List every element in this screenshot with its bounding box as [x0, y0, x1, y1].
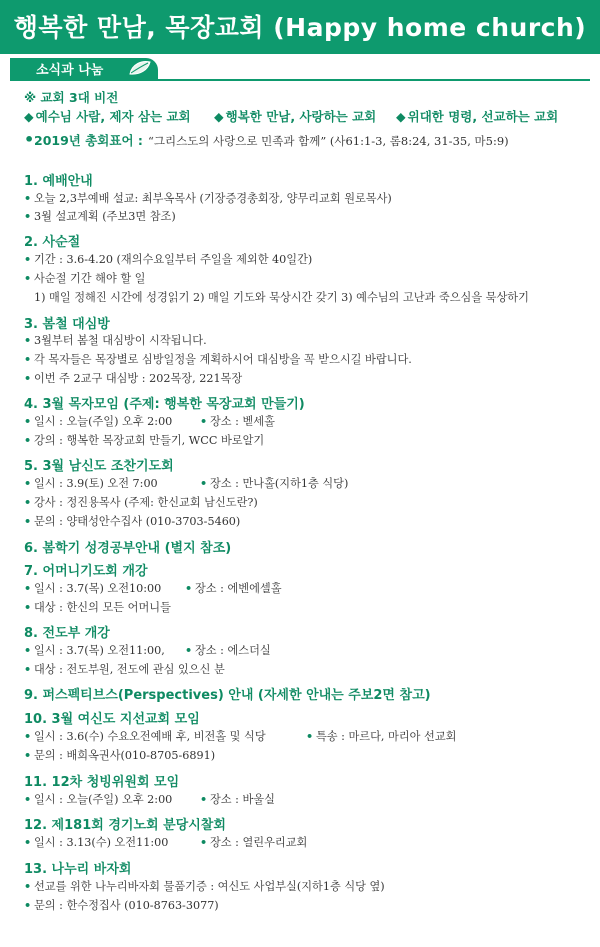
announcement-line: [24, 642, 165, 658]
announcement-title: 10. 3월 여신도 지선교회 모임: [24, 712, 200, 727]
line-text: 3월 설교계획 (주보3면 참조): [34, 210, 176, 223]
line-text: 기간 : 3.6-4.20 (재의수요일부터 주일을 제외한 40일간): [34, 253, 313, 266]
bullet-icon: •: [24, 495, 32, 509]
bullet-icon: •: [24, 209, 32, 223]
side-text: 장소 : 에벤에셀홀: [195, 582, 282, 595]
bullet-icon: •: [200, 476, 208, 490]
vision-item: [24, 107, 191, 125]
bullet-icon: •: [24, 662, 32, 676]
bullet-icon: •: [24, 643, 32, 657]
bullet-icon: •: [24, 600, 32, 614]
bullet-icon: •: [200, 792, 208, 806]
line-text: 일시 : 3.9(토) 오전 7:00: [34, 477, 158, 490]
bullet-icon: •: [200, 835, 208, 849]
bullet-icon: •: [24, 792, 32, 806]
announcement-line: [24, 413, 172, 429]
line-text: 대상 : 한신의 모든 어머니들: [34, 601, 171, 614]
announcement-side: [200, 413, 275, 429]
announcement-title: 7. 어머니기도회 개강: [24, 564, 148, 579]
motto-label: 2019년 총회표어 :: [34, 133, 143, 148]
announcement-title: 6. 봄학기 성경공부안내 (별지 참조): [24, 541, 232, 556]
announcement-line: [24, 580, 161, 596]
announcement-line: [24, 270, 146, 286]
announcement-side: [185, 580, 282, 596]
bullet-icon: •: [24, 835, 32, 849]
bullet-icon: •: [24, 130, 35, 149]
announcement-line: [24, 432, 264, 448]
bullet-icon: •: [24, 748, 32, 762]
header-banner: [0, 0, 600, 54]
line-text: 선교를 위한 나누리바자회 물품기증 : 여신도 사업부실(지하1층 식당 옆): [34, 880, 385, 893]
side-text: 특송 : 마르다, 마리아 선교회: [316, 730, 457, 743]
announcement-line: [24, 747, 215, 763]
announcement-line: [24, 332, 207, 348]
announcement-title: 9. 퍼스펙티브스(Perspectives) 안내 (자세한 안내는 주보2면 참고): [24, 688, 431, 703]
vision-item-label: 예수님 사람, 제자 삼는 교회: [35, 109, 191, 124]
line-text: 오늘 2,3부예배 설교: 최부옥목사 (기장증경총회장, 양무리교회 원로목사): [34, 192, 392, 205]
announcement-line: [24, 513, 240, 529]
line-text: 강사 : 정진용목사 (주제: 한신교회 남신도란?): [34, 496, 258, 509]
announcement-line: [24, 208, 176, 224]
line-text: 일시 : 오늘(주일) 오후 2:00: [34, 415, 173, 428]
bullet-icon: •: [24, 371, 32, 385]
announcement-title: 4. 3월 목자모임 (주제: 행복한 목장교회 만들기): [24, 397, 305, 412]
motto-line: [24, 130, 509, 149]
announcement-title: 11. 12차 청빙위원회 모임: [24, 775, 180, 790]
announcement-line: [24, 190, 392, 206]
bullet-icon: •: [24, 191, 32, 205]
announcement-side: [200, 475, 348, 491]
side-text: 장소 : 벧세홀: [210, 415, 275, 428]
announcement-line: [24, 251, 312, 267]
announcement-line: [24, 370, 242, 386]
section-bar: [10, 58, 590, 81]
line-text: 사순절 기간 해야 할 일: [34, 272, 146, 285]
line-text: 일시 : 3.7(목) 오전11:00,: [34, 644, 165, 657]
leaf-icon: [128, 60, 152, 76]
bullet-icon: •: [200, 414, 208, 428]
line-text: 강의 : 행복한 목장교회 만들기, WCC 바로알기: [34, 434, 265, 447]
vision-item-label: 위대한 명령, 선교하는 교회: [407, 109, 559, 124]
announcement-side: [185, 642, 271, 658]
announcement-line: [24, 351, 412, 367]
bullet-icon: •: [306, 729, 314, 743]
announcement-side: [200, 834, 307, 850]
announcement-title: 12. 제181회 경기노회 분당시찰회: [24, 818, 226, 833]
side-text: 장소 : 만나홀(지하1층 식당): [210, 477, 349, 490]
bullet-icon: •: [24, 729, 32, 743]
announcement-line: [24, 791, 172, 807]
bullet-icon: •: [24, 581, 32, 595]
bullet-icon: •: [24, 352, 32, 366]
bullet-icon: •: [24, 476, 32, 490]
diamond-icon: ◆: [214, 109, 224, 124]
bullet-icon: •: [24, 414, 32, 428]
bullet-icon: •: [24, 433, 32, 447]
announcement-title: 3. 봄철 대심방: [24, 317, 110, 332]
side-text: 장소 : 열린우리교회: [210, 836, 308, 849]
announcement-title: 8. 전도부 개강: [24, 626, 110, 641]
announcement-line: [24, 897, 219, 913]
line-text: 이번 주 2교구 대심방 : 202목장, 221목장: [34, 372, 243, 385]
section-title: 소식과 나눔: [36, 63, 104, 78]
announcement-title: 13. 나누리 바자회: [24, 862, 132, 877]
motto-text: “그리스도의 사랑으로 민족과 함께” (사61:1-3, 롬8:24, 31-35, 마5:9): [147, 134, 509, 148]
announcement-line: [24, 878, 385, 894]
announcement-title: 2. 사순절: [24, 235, 81, 250]
vision-item-label: 행복한 만남, 사랑하는 교회: [225, 109, 377, 124]
line-text: 일시 : 오늘(주일) 오후 2:00: [34, 793, 173, 806]
vision-item: [396, 107, 558, 125]
side-text: 장소 : 바울실: [210, 793, 275, 806]
line-text: 일시 : 3.6(수) 수요오전예배 후, 비전홀 및 식당: [34, 730, 266, 743]
bullet-icon: •: [24, 333, 32, 347]
announcement-line: [24, 728, 266, 744]
line-text: 문의 : 배희옥권사(010-8705-6891): [34, 749, 216, 762]
announcement-side: [200, 791, 275, 807]
announcement-title: 5. 3월 남신도 조찬기도회: [24, 459, 174, 474]
diamond-icon: ◆: [24, 109, 34, 124]
bullet-icon: •: [185, 581, 193, 595]
section-tag: [10, 58, 158, 79]
line-text: 대상 : 전도부원, 전도에 관심 있으신 분: [34, 663, 225, 676]
line-text: 일시 : 3.13(수) 오전11:00: [34, 836, 169, 849]
announcement-line: [24, 834, 168, 850]
line-text: 일시 : 3.7(목) 오전10:00: [34, 582, 162, 595]
bullet-icon: •: [24, 879, 32, 893]
vision-item: [214, 107, 376, 125]
announcement-line: [24, 599, 171, 615]
bullet-icon: •: [24, 252, 32, 266]
line-text: 3월부터 봄철 대심방이 시작됩니다.: [34, 334, 207, 347]
bullet-icon: •: [24, 514, 32, 528]
announcement-line: [24, 494, 258, 510]
bullet-icon: •: [185, 643, 193, 657]
diamond-icon: ◆: [396, 109, 406, 124]
bullet-icon: •: [24, 898, 32, 912]
line-text: 문의 : 한수정집사 (010-8763-3077): [34, 899, 219, 912]
line-text: 문의 : 양태성안수집사 (010-3703-5460): [34, 515, 241, 528]
side-text: 장소 : 에스더실: [195, 644, 271, 657]
vision-heading: ※ 교회 3대 비전: [24, 90, 119, 105]
page-title: 행복한 만남, 목장교회 (Happy home church): [13, 13, 587, 42]
announcement-line: [24, 475, 158, 491]
announcement-title: 1. 예배안내: [24, 174, 93, 189]
bullet-icon: •: [24, 271, 32, 285]
announcement-line: [24, 661, 225, 677]
announcement-side: [306, 728, 456, 744]
line-text: 각 목자들은 목장별로 심방일정을 계획하시어 대심방을 꼭 받으시길 바랍니다.: [34, 353, 412, 366]
announcement-extra: 1) 매일 정해진 시간에 성경읽기 2) 매일 기도와 묵상시간 갖기 3) 예수님의 고난과 죽으심을 묵상하기: [34, 291, 529, 304]
